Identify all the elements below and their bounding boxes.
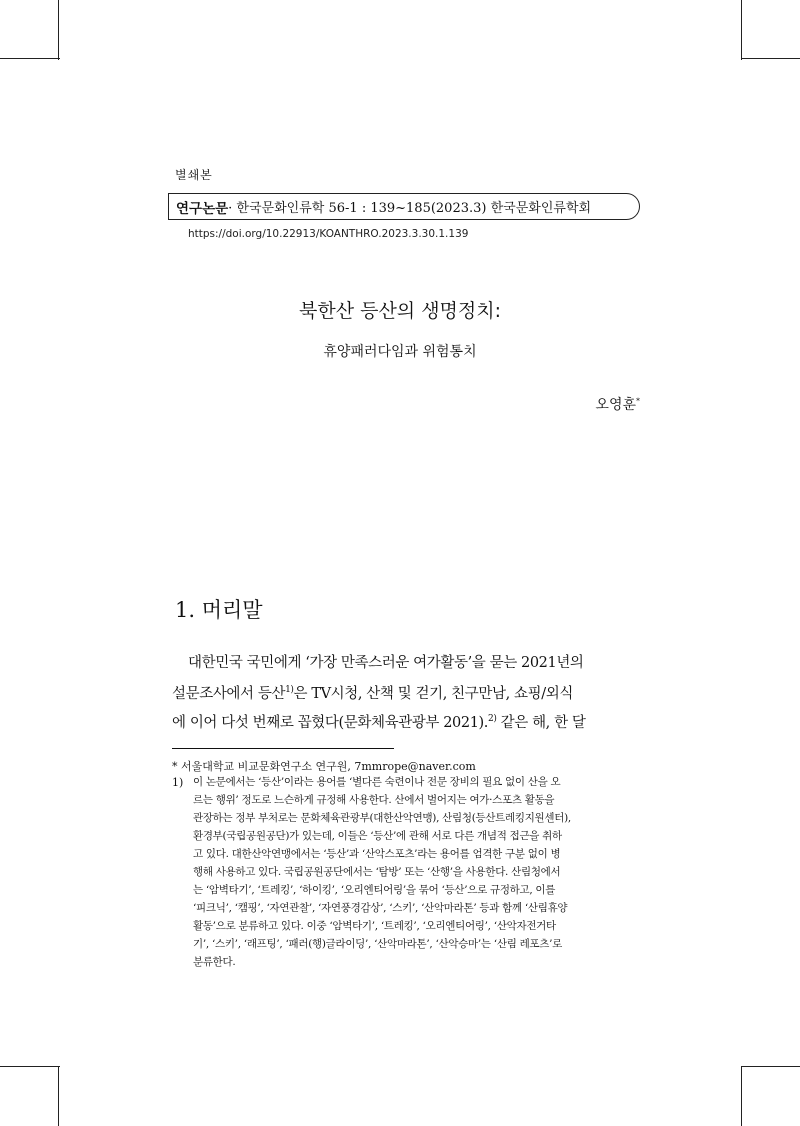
crop-mark-top-right	[741, 0, 742, 60]
section-heading: 1. 머리말	[175, 598, 263, 622]
body-text: 설문조사에서 등산	[172, 685, 286, 702]
footnote-divider	[172, 748, 394, 749]
crop-mark-bottom-left	[58, 1066, 59, 1126]
offprint-label: 별쇄본	[175, 168, 213, 182]
article-title: 북한산 등산의 생명정치:	[298, 300, 502, 322]
footnote-1-line: 관장하는 정부 부처로는 문화체육관광부(대한산악연맹), 산림청(등산트레킹지원센터),	[193, 812, 571, 824]
body-text: 은 TV시청, 산책 및 걷기, 친구만남, 쇼핑/외식	[293, 685, 573, 702]
journal-reference: · 한국문화인류학 56-1 : 139~185(2023.3) 한국문화인류학회	[228, 201, 592, 216]
doi-link[interactable]: https://doi.org/10.22913/KOANTHRO.2023.3.30.1.139	[188, 228, 469, 240]
footnote-1-line: 르는 행위’ 정도로 느슨하게 규정해 사용한다. 산에서 벌어지는 여가·스포츠 활동을	[193, 794, 555, 806]
article-subtitle: 휴양패러다임과 위험통치	[323, 344, 477, 360]
footnote-1-line: 환경부(국립공원공단)가 있는데, 이들은 ‘등산’에 관해 서로 다른 개념적 접근을 취하	[193, 830, 562, 842]
body-text: 대한민국 국민에게 ‘가장 만족스러운 여가활동’을 묻는 2021년의	[188, 655, 584, 671]
journal-tag: 연구논문	[176, 200, 229, 217]
footnote-1-line: 이 논문에서는 ‘등산’이라는 용어를 ‘별다른 숙련이나 전문 장비의 필요 없이 산을 오	[193, 776, 561, 788]
crop-mark-bottom-left-h	[0, 1066, 60, 1067]
body-line-1	[188, 656, 640, 671]
author-footnote-mark: *	[636, 396, 640, 406]
body-text: 같은 해, 한 달	[496, 714, 586, 731]
footnote-1-line: 는 ‘암벽타기’, ‘트레킹’, ‘하이킹’, ‘오리엔티어링’을 묶어 ‘등산’으로 규정하고, 이를	[193, 884, 556, 896]
footnote-1-number: 1)	[172, 776, 184, 789]
crop-mark-top-left	[58, 0, 59, 60]
crop-mark-top-left-h	[0, 58, 60, 59]
footnote-1-line: 고 있다. 대한산악연맹에서는 ‘등산’과 ‘산악스포츠’라는 용어를 엄격한 구분 없이 병	[193, 848, 561, 860]
author-text: 오영훈	[595, 397, 636, 413]
crop-mark-bottom-right	[741, 1066, 742, 1126]
body-line-3	[172, 715, 640, 730]
crop-mark-top-right-h	[741, 58, 800, 59]
footnote-1-line: 기’, ‘스키’, ‘래프팅’, ‘패러(행)글라이딩’, ‘산악마라톤’, ‘산악승마’는 ‘산림 레포츠’로	[193, 938, 562, 950]
body-line-2	[172, 686, 640, 701]
footnote-ref-1[interactable]: 1)	[285, 685, 294, 695]
footnote-1-line: 활동’으로 분류하고 있다. 이중 ‘암벽타기’, ‘트레킹’, ‘오리엔티어링’, ‘산악자전거타	[193, 920, 556, 932]
footnote-1-line: ‘피크닉’, ‘캠핑’, ‘자연관찰’, ‘자연풍경감상’, ‘스키’, ‘산악마라톤’ 등과 함께 ‘산림휴양	[193, 902, 568, 914]
footnote-1-line: 분류한다.	[193, 956, 236, 968]
footnote-1-line: 행해 사용하고 있다. 국립공원공단에서는 ‘탐방’ 또는 ‘산행’을 사용한다. 산림청에서	[193, 866, 561, 878]
journal-citation-box	[168, 193, 640, 220]
footnote-ref-2[interactable]: 2)	[488, 714, 497, 724]
author-name	[595, 394, 640, 414]
body-text: 에 이어 다섯 번째로 꼽혔다(문화체육관광부 2021).	[172, 714, 488, 731]
crop-mark-bottom-right-h	[741, 1066, 800, 1067]
footnote-author: * 서울대학교 비교문화연구소 연구원, 7mmrope@naver.com	[172, 760, 476, 773]
